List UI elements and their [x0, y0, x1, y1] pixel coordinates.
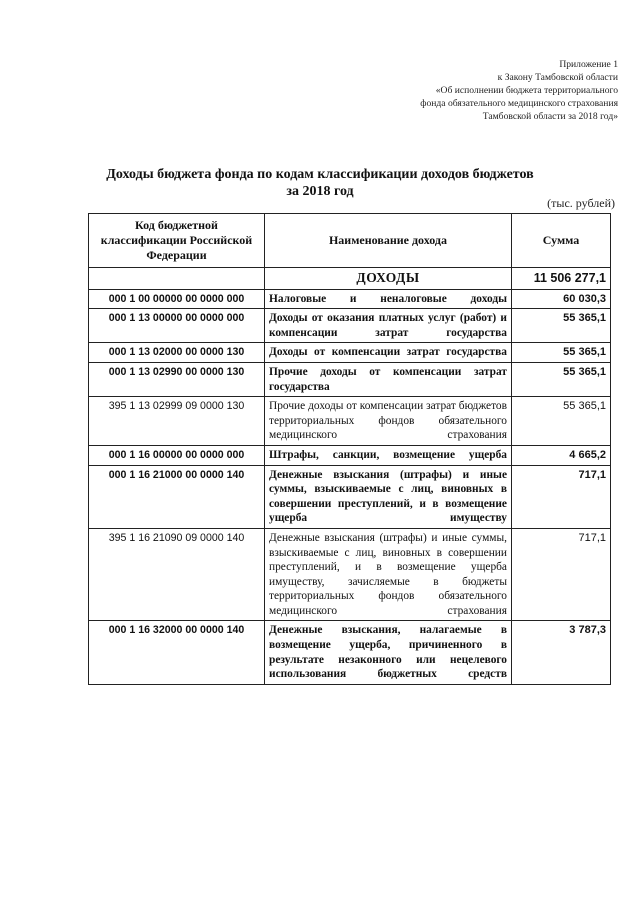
appendix-note [420, 58, 618, 123]
row-code: 395 1 13 02999 09 0000 130 [89, 397, 265, 446]
title-line: Доходы бюджета фонда по кодам классификации доходов бюджетов [106, 167, 534, 182]
table-row [89, 362, 611, 396]
row-amount: 4 665,2 [512, 445, 611, 465]
income-table [88, 213, 611, 685]
row-code: 000 1 00 00000 00 0000 000 [89, 289, 265, 309]
row-code: 000 1 16 32000 00 0000 140 [89, 621, 265, 684]
header-name: Наименование дохода [265, 214, 512, 268]
row-amount: 717,1 [512, 465, 611, 528]
row-code: 000 1 13 02000 00 0000 130 [89, 343, 265, 363]
header-amount: Сумма [512, 214, 611, 268]
row-code: 000 1 16 21000 00 0000 140 [89, 465, 265, 528]
table-row [89, 343, 611, 363]
appendix-line: «Об исполнении бюджета территориального [435, 85, 618, 96]
units-note: (тыс. рублей) [547, 196, 615, 210]
table-row [89, 445, 611, 465]
row-code: 000 1 13 02990 00 0000 130 [89, 362, 265, 396]
table-row [89, 397, 611, 446]
row-name: Налоговые и неналоговые доходы [265, 289, 512, 309]
appendix-line: к Закону Тамбовской области [497, 72, 618, 83]
row-name: Денежные взыскания (штрафы) и иные суммы, взыскиваемые с лиц, виновных в совершении преступлений, и в возмещение ущерба имуществу, зачисляемые в бюджеты территориальных фондов обязательного медицинского страхования [265, 528, 512, 621]
row-amount: 60 030,3 [512, 289, 611, 309]
table-row [89, 465, 611, 528]
row-name: Денежные взыскания, налагаемые в возмещение ущерба, причиненного в результате незаконного или нецелевого использования бюджетных средств [265, 621, 512, 684]
row-amount: 55 365,1 [512, 397, 611, 446]
row-name: Прочие доходы от компенсации затрат государства [265, 362, 512, 396]
header-code: Код бюджетной классификации Российской Федерации [89, 214, 265, 268]
row-code: 000 1 13 00000 00 0000 000 [89, 309, 265, 343]
total-row [89, 268, 611, 290]
row-name: Денежные взыскания (штрафы) и иные суммы, взыскиваемые с лиц, виновных в совершении преступлений, и в возмещение ущерба имуществу [265, 465, 512, 528]
table-header-row [89, 214, 611, 268]
appendix-line: Приложение 1 [559, 59, 618, 70]
row-amount: 55 365,1 [512, 362, 611, 396]
document-title [0, 166, 640, 200]
total-code [89, 268, 265, 290]
row-amount: 55 365,1 [512, 309, 611, 343]
appendix-line: фонда обязательного медицинского страхования [420, 98, 618, 109]
table-row [89, 621, 611, 684]
row-amount: 55 365,1 [512, 343, 611, 363]
row-name: Доходы от компенсации затрат государства [265, 343, 512, 363]
appendix-line: Тамбовской области за 2018 год» [482, 111, 618, 122]
row-amount: 3 787,3 [512, 621, 611, 684]
table-row [89, 309, 611, 343]
title-line: за 2018 год [286, 184, 354, 199]
row-name: Доходы от оказания платных услуг (работ) и компенсации затрат государства [265, 309, 512, 343]
total-amount: 11 506 277,1 [512, 268, 611, 290]
row-name: Штрафы, санкции, возмещение ущерба [265, 445, 512, 465]
row-name: Прочие доходы от компенсации затрат бюджетов территориальных фондов обязательного медицинского страхования [265, 397, 512, 446]
row-amount: 717,1 [512, 528, 611, 621]
table-row [89, 289, 611, 309]
row-code: 395 1 16 21090 09 0000 140 [89, 528, 265, 621]
row-code: 000 1 16 00000 00 0000 000 [89, 445, 265, 465]
total-name: ДОХОДЫ [265, 268, 512, 290]
table-row [89, 528, 611, 621]
